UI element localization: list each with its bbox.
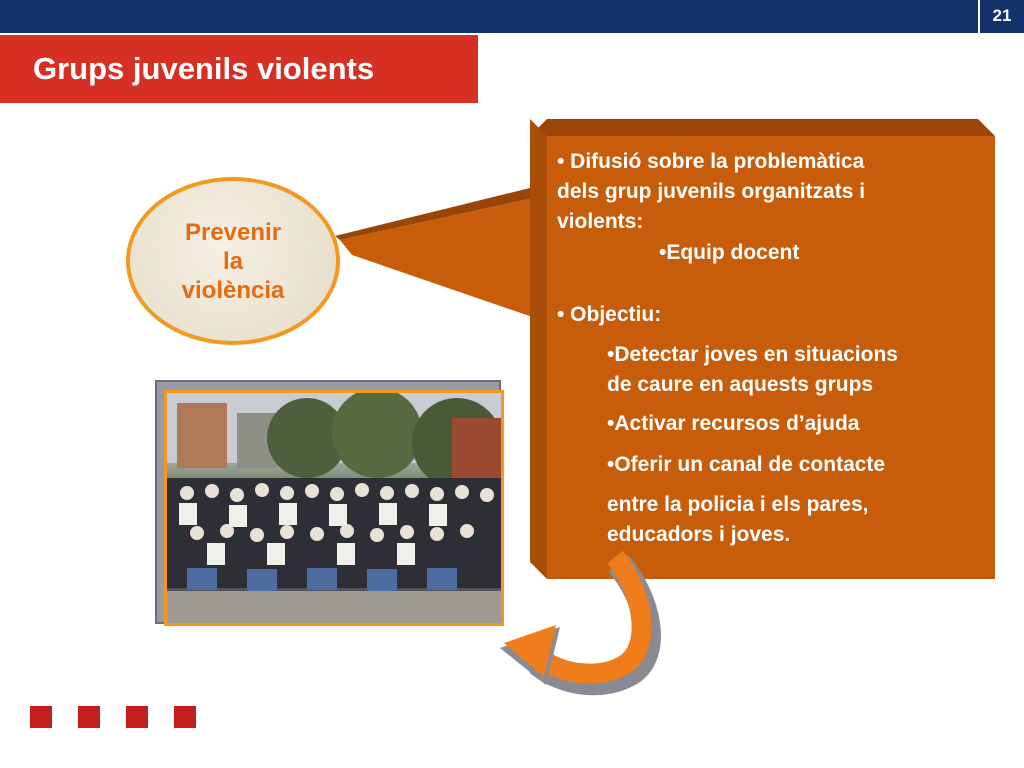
sub-oferir-line-3: educadors i joves.: [607, 523, 791, 546]
sub-oferir: •Oferir un canal de contacte: [607, 453, 886, 476]
square-4: [174, 706, 196, 728]
slide-title: Grups juvenils violents: [33, 51, 375, 86]
square-2: [78, 706, 100, 728]
box-top-bevel: [530, 119, 995, 136]
sub-detectar: •Detectar joves en situacions: [607, 343, 898, 366]
prevent-violence-oval: [126, 177, 340, 345]
oval-line-3: violència: [181, 276, 285, 304]
group-photo-illustration: [167, 393, 501, 623]
sub-detectar-line-2: de caure en aquests grups: [607, 373, 874, 396]
oval-line-2: la: [222, 247, 243, 275]
sub-oferir-line-2: entre la policia i els pares,: [607, 493, 869, 516]
bullet-difusio: • Difusió sobre la problemàtica: [557, 150, 865, 173]
sub-equip-docent: •Equip docent: [659, 241, 800, 264]
square-1: [30, 706, 52, 728]
curved-arrow-icon: [490, 545, 680, 705]
sub-activar: •Activar recursos d’ajuda: [607, 412, 860, 435]
bullet-difusio-line-3: violents:: [557, 210, 644, 233]
bullet-difusio-line-2: dels grup juvenils organitzats i: [557, 180, 866, 203]
oval-line-1: Prevenir: [184, 218, 282, 246]
page-number: 21: [992, 6, 1012, 25]
bullet-objectiu: • Objectiu:: [557, 303, 662, 326]
square-3: [126, 706, 148, 728]
group-photo: [164, 390, 504, 626]
box-left-bevel: [530, 119, 547, 579]
